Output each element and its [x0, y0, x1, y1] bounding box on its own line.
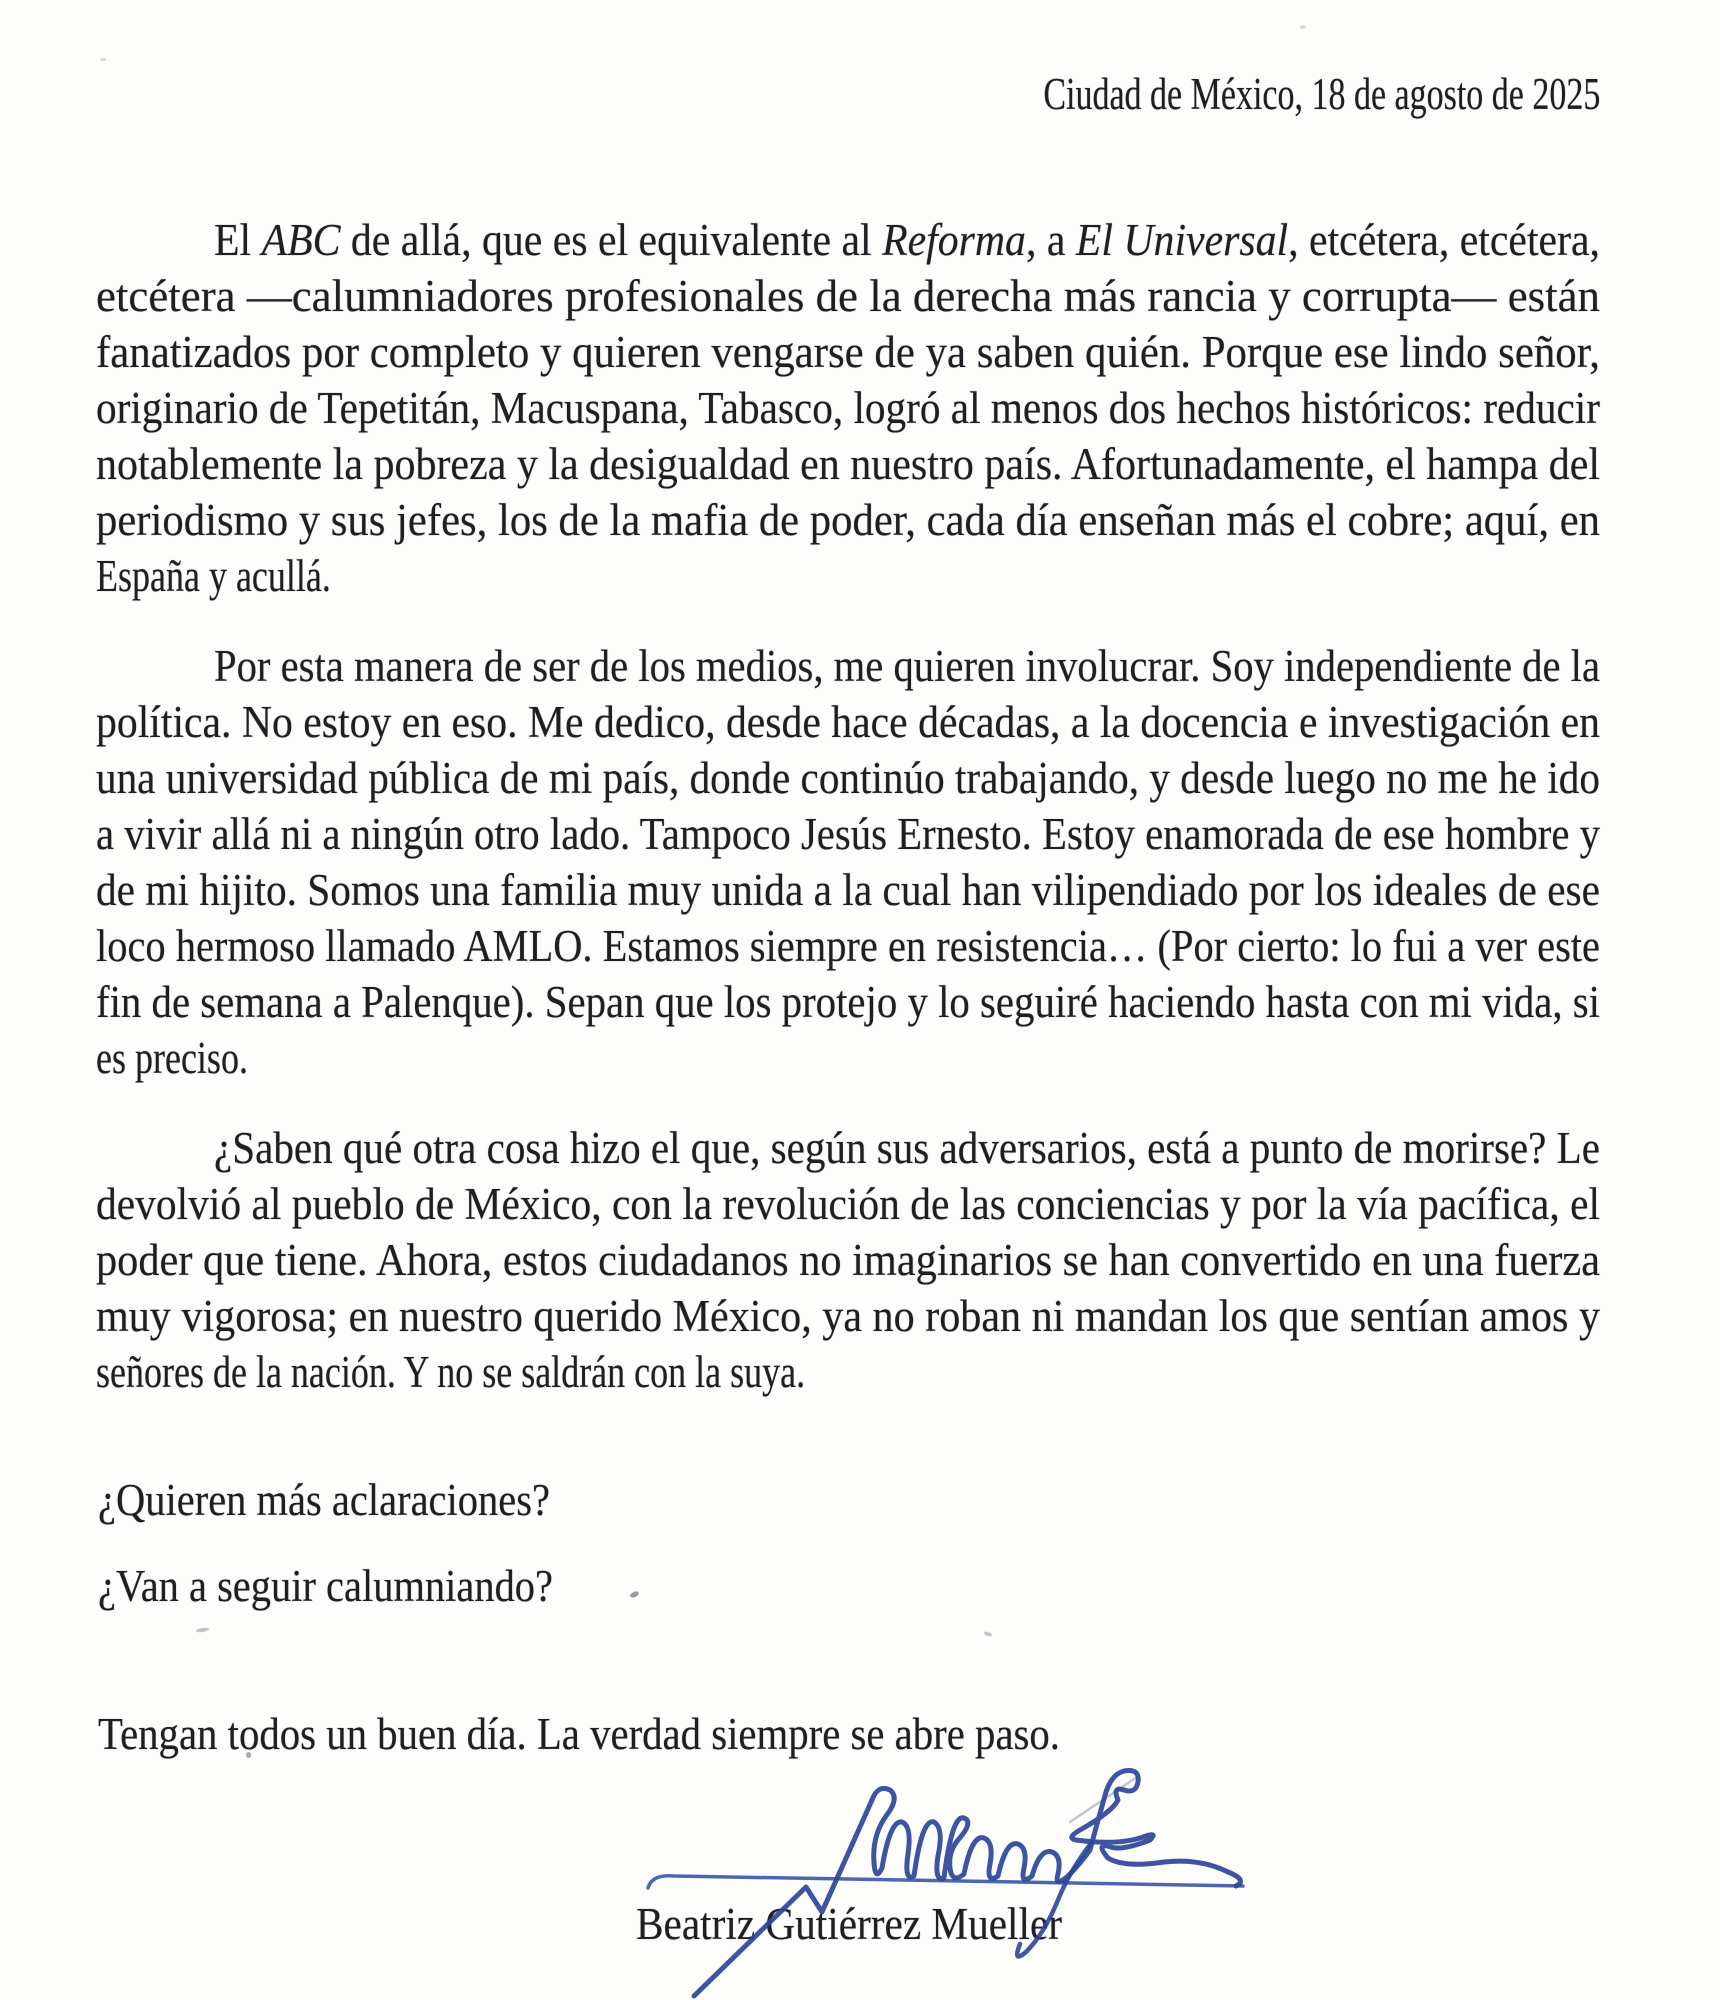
letter-line-text	[96, 436, 1600, 492]
letter-line	[96, 806, 1600, 862]
letter-line-text	[96, 918, 1600, 974]
letter-line-text	[96, 380, 1600, 436]
text-run: fin de semana a Palenque). Sepan que los protejo y lo seguiré haciendo hasta con mi vida, si	[96, 977, 1600, 1027]
letter-line-text	[96, 694, 1600, 750]
letter-line	[96, 1176, 1600, 1232]
text-run: a vivir allá ni a ningún otro lado. Tampoco Jesús Ernesto. Estoy enamorada de ese hombre y	[96, 809, 1600, 859]
letter-line	[96, 380, 1600, 436]
italic-text-run: Reforma	[882, 215, 1026, 265]
letter-line	[96, 862, 1600, 918]
text-run: , a	[1025, 215, 1076, 265]
scan-speck	[196, 1627, 209, 1633]
italic-text-run: El Universal	[1075, 215, 1289, 265]
text-run: originario de Tepetitán, Macuspana, Tabasco, logró al menos dos hechos históricos: reducir	[96, 383, 1600, 433]
signature-name-text: Beatriz Gutiérrez Mueller	[636, 1899, 1062, 1949]
text-run: El	[214, 215, 262, 265]
text-run: de mi hijito. Somos una familia muy unida a la cual han vilipendiado por los ideales de ese	[96, 865, 1600, 915]
letter-line	[214, 1120, 1600, 1176]
text-run: una universidad pública de mi país, donde continúo trabajando, y desde luego no me he ido	[96, 753, 1600, 803]
text-run: etcétera —calumniadores profesionales de la derecha más rancia y corrupta— están	[96, 271, 1600, 321]
letter-line-text	[96, 1030, 248, 1086]
letter-line-text	[96, 806, 1600, 862]
letter-line	[96, 918, 1600, 974]
scan-speck	[984, 1631, 993, 1637]
italic-text-run: ABC	[261, 215, 341, 265]
letter-line-text	[96, 268, 1600, 324]
letter-line	[96, 548, 1600, 604]
text-run: muy vigorosa; en nuestro querido México, ya no roban ni mandan los que sentían amos y	[96, 1291, 1600, 1341]
letter-line-text	[214, 1120, 1600, 1176]
text-run: España y acullá.	[96, 551, 331, 601]
closing-text: Tengan todos un buen día. La verdad siempre se abre paso.	[98, 1709, 1060, 1759]
scan-speck	[629, 1590, 639, 1598]
letter-line-text	[96, 1176, 1600, 1232]
question-text: ¿Van a seguir calumniando?	[98, 1561, 553, 1611]
paragraph-1	[96, 212, 1600, 604]
letter-line	[96, 974, 1600, 1030]
letter-line	[96, 324, 1600, 380]
text-run: de allá, que es el equivalente al	[340, 215, 883, 265]
text-run: señores de la nación. Y no se saldrán con la suya.	[96, 1347, 806, 1397]
text-run: periodismo y sus jefes, los de la mafia de poder, cada día enseñan más el cobre; aquí, en	[96, 495, 1600, 545]
scan-speck	[100, 58, 106, 61]
question-line-2	[98, 1558, 604, 1614]
text-run: , etcétera, etcétera,	[1288, 215, 1600, 265]
letter-line	[96, 492, 1600, 548]
text-run: poder que tiene. Ahora, estos ciudadanos no imaginarios se han convertido en una fuerza	[96, 1235, 1600, 1285]
text-run: Por esta manera de ser de los medios, me quieren involucrar. Soy independiente de la	[214, 641, 1600, 691]
signature-underline	[648, 1876, 1243, 1888]
letter-line	[96, 1232, 1600, 1288]
scan-speck	[1300, 25, 1306, 29]
letter-line-text	[214, 638, 1600, 694]
letter-line-text	[96, 548, 331, 604]
signature-stroke-ghost	[1070, 1777, 1137, 1822]
dateline	[0, 66, 1600, 122]
letter-line	[214, 638, 1600, 694]
letter-line	[96, 1288, 1600, 1344]
scan-speck	[246, 1752, 251, 1758]
text-run: es preciso.	[96, 1033, 248, 1083]
letter-line	[96, 268, 1600, 324]
letter-line-text	[96, 750, 1600, 806]
letter-line-text	[96, 1288, 1600, 1344]
paragraph-3	[96, 1120, 1600, 1400]
letter-line-text	[96, 324, 1600, 380]
letter-line-text	[96, 1344, 805, 1400]
paragraph-2	[96, 638, 1600, 1086]
question-text: ¿Quieren más aclaraciones?	[98, 1475, 550, 1525]
letter-line-text	[96, 1232, 1600, 1288]
letter-line-text	[96, 492, 1600, 548]
signature-stroke-main	[694, 1770, 1241, 1996]
question-line-1	[98, 1472, 600, 1528]
signature-name	[636, 1896, 1101, 1952]
letter-line-text	[214, 212, 1600, 268]
text-run: devolvió al pueblo de México, con la revolución de las conciencias y por la vía pacífica, el	[96, 1179, 1600, 1229]
text-run: loco hermoso llamado AMLO. Estamos siempre en resistencia… (Por cierto: lo fui a ver este	[96, 921, 1600, 971]
letter-line	[96, 436, 1600, 492]
closing-line	[98, 1706, 1160, 1762]
letter-line	[96, 1344, 1600, 1400]
letter-line-text	[96, 974, 1600, 1030]
letter-line	[214, 212, 1600, 268]
letter-line	[96, 694, 1600, 750]
letter-line	[96, 750, 1600, 806]
text-run: notablemente la pobreza y la desigualdad en nuestro país. Afortunadamente, el hampa del	[96, 439, 1600, 489]
text-run: ¿Saben qué otra cosa hizo el que, según sus adversarios, está a punto de morirse? Le	[214, 1123, 1600, 1173]
text-run: fanatizados por completo y quieren vengarse de ya saben quién. Porque ese lindo señor,	[96, 327, 1600, 377]
dateline-text: Ciudad de México, 18 de agosto de 2025	[1043, 69, 1600, 119]
letter-line	[96, 1030, 1600, 1086]
text-run: política. No estoy en eso. Me dedico, desde hace décadas, a la docencia e investigación en	[96, 697, 1600, 747]
letter-line-text	[96, 862, 1600, 918]
